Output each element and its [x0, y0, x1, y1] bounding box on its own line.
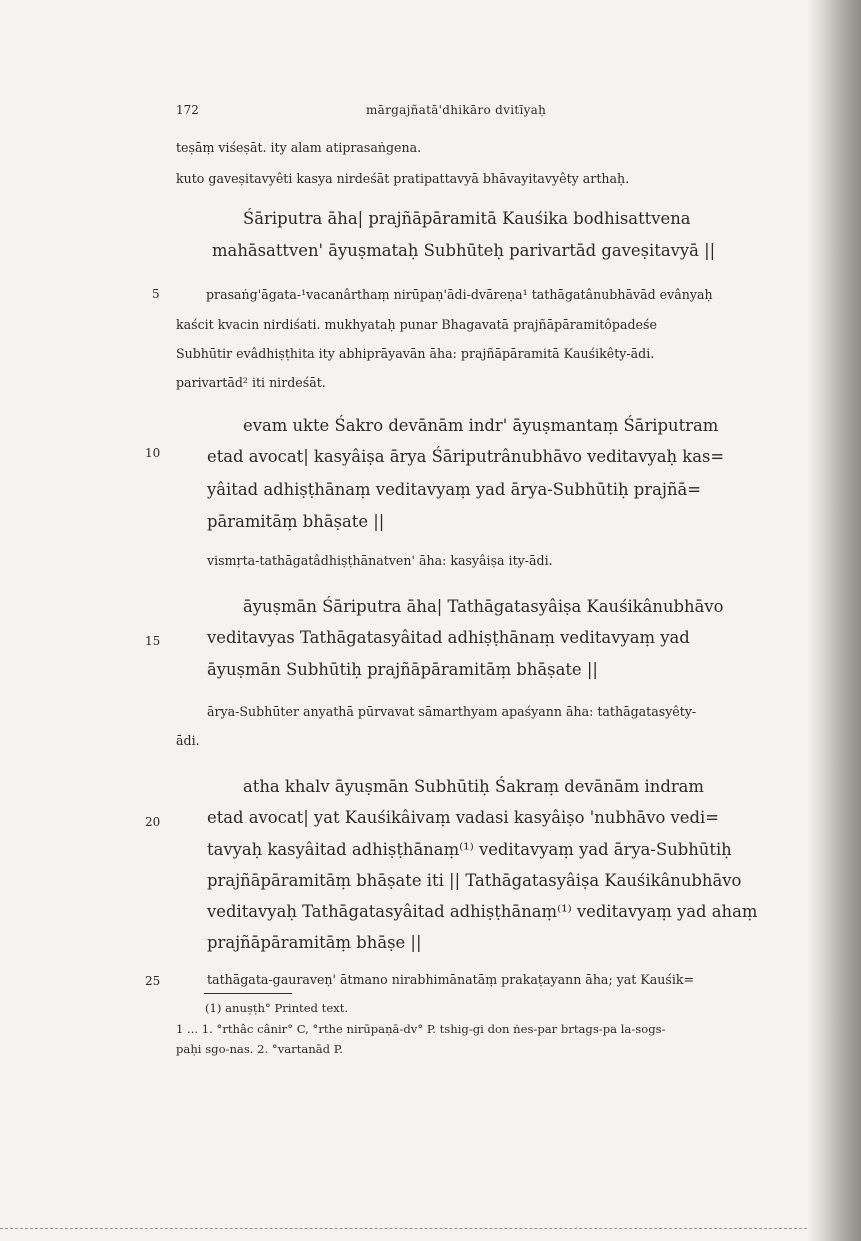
- page-gutter-shadow: [807, 0, 861, 1241]
- line-number: 20: [145, 815, 161, 829]
- root-text-line: Śāriputra āha| prajñāpāramitā Kauśika bodhisattvena: [243, 209, 691, 228]
- root-text-line: āyuṣmān Śāriputra āha| Tathāgatasyâiṣa Kauśikânubhāvo: [243, 597, 724, 616]
- text-line: teṣāṃ viśeṣāt. ity alam atiprasaṅgena.: [176, 140, 422, 155]
- text-line: tathāgata-gauraveṇ' ātmano nirabhimānatāṃ prakaṭayann āha; yat Kauśik=: [207, 972, 695, 987]
- root-text-line: veditavyaḥ Tathāgatasyâitad adhiṣṭhānaṃ⁽¹⁾ veditavyaṃ yad ahaṃ: [207, 902, 758, 921]
- text-line: prasaṅg'āgata-¹vacanârthaṃ nirūpaṇ'ādi-dvāreṇa¹ tathāgatânubhāvād evânyaḥ: [206, 287, 713, 302]
- root-text-line: veditavyas Tathāgatasyâitad adhiṣṭhānaṃ veditavyaṃ yad: [207, 628, 690, 647]
- text-line: ādi.: [176, 733, 200, 748]
- line-number: 5: [152, 287, 160, 301]
- root-text-line: prajñāpāramitāṃ bhāṣe ||: [207, 933, 422, 952]
- text-line: kaścit kvacin nirdiśati. mukhyataḥ punar Bhagavatā prajñāpāramitôpadeśe: [176, 317, 657, 332]
- running-head: mārgajñatā'dhikāro dvitīyaḥ: [366, 103, 547, 117]
- root-text-line: etad avocat| yat Kauśikâivaṃ vadasi kasyâiṣo 'nubhāvo vedi=: [207, 808, 719, 827]
- line-number: 15: [145, 634, 161, 648]
- footnote: paḥi sgo-nas. 2. °vartanād P.: [176, 1042, 343, 1056]
- text-line: parivartād² iti nirdeśāt.: [176, 375, 326, 390]
- root-text-line: atha khalv āyuṣmān Subhūtiḥ Śakraṃ devānām indram: [243, 777, 704, 796]
- root-text-line: tavyaḥ kasyâitad adhiṣṭhānaṃ⁽¹⁾ veditavyaṃ yad ārya-Subhūtiḥ: [207, 840, 732, 859]
- root-text-line: āyuṣmān Subhūtiḥ prajñāpāramitāṃ bhāṣate ||: [207, 660, 598, 679]
- text-line: Subhūtir evâdhiṣṭhita ity abhiprāyavān āha: prajñāpāramitā Kauśikêty-ādi.: [176, 346, 655, 361]
- text-line: kuto gaveṣitavyêti kasya nirdeśāt pratipattavyā bhāvayitavyêty arthaḥ.: [176, 171, 630, 186]
- footnote: 1 ... 1. °rthâc cânir° C, °rthe nirūpaṇā-dv° P. tshig-gi don ṅes-par brtags-pa la-sogs-: [176, 1022, 666, 1036]
- root-text-line: evam ukte Śakro devānām indr' āyuṣmantaṃ Śāriputram: [243, 416, 719, 435]
- root-text-line: yâitad adhiṣṭhānaṃ veditavyaṃ yad ārya-Subhūtiḥ prajñā=: [207, 480, 702, 499]
- text-line: ārya-Subhūter anyathā pūrvavat sāmarthyam apaśyann āha: tathāgatasyêty-: [207, 704, 697, 719]
- line-number: 10: [145, 446, 161, 460]
- root-text-line: etad avocat| kasyâiṣa ārya Śāriputrânubhāvo veditavyaḥ kas=: [207, 447, 725, 466]
- line-number: 25: [145, 974, 161, 988]
- footnote-rule: [204, 993, 292, 994]
- page-number: 172: [176, 103, 199, 117]
- page-bottom-edge: [0, 1228, 807, 1229]
- footnote: (1) anuṣṭh° Printed text.: [205, 1001, 349, 1015]
- text-line: vismṛta-tathāgatâdhiṣṭhānatven' āha: kasyâiṣa ity-ādi.: [207, 553, 553, 568]
- root-text-line: prajñāpāramitāṃ bhāṣate iti || Tathāgatasyâiṣa Kauśikânubhāvo: [207, 871, 742, 890]
- root-text-line: mahāsattven' āyuṣmataḥ Subhūteḥ parivartād gaveṣitavyā ||: [212, 241, 716, 260]
- root-text-line: pāramitāṃ bhāṣate ||: [207, 512, 385, 531]
